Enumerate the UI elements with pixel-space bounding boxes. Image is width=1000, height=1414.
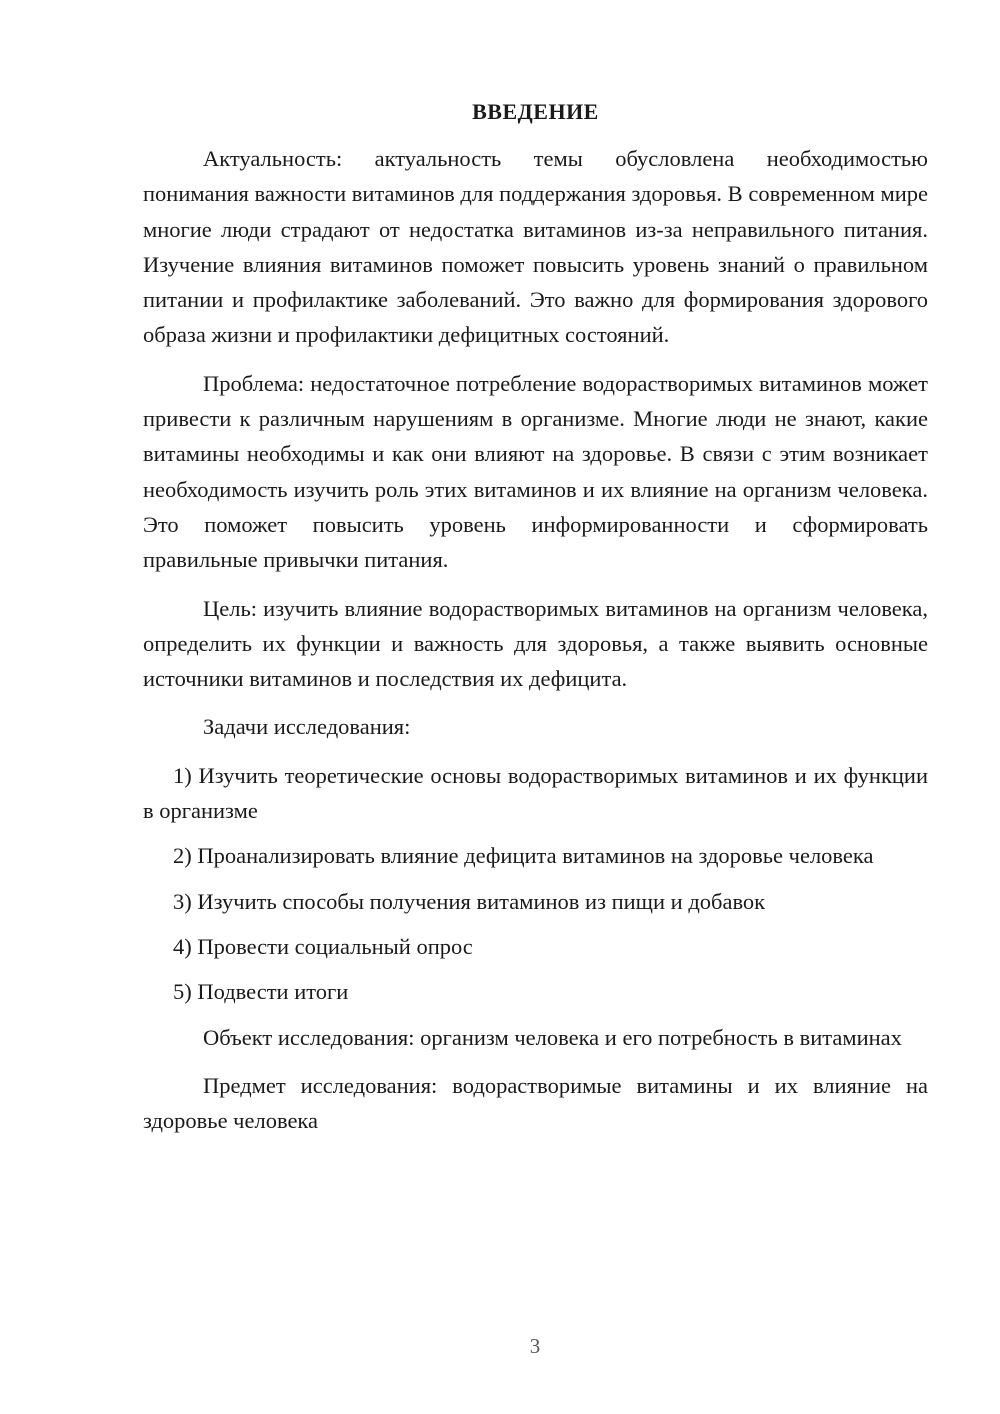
task-item-4: 4) Провести социальный опрос [173, 933, 473, 959]
tasks-heading: Задачи исследования: [203, 714, 411, 740]
research-object-paragraph: Объект исследования: организм человека и его потребность в витаминах [203, 1024, 902, 1050]
research-subject-paragraph: Предмет исследования: водорастворимые витамины и их влияние на здоровье человека [143, 1072, 928, 1134]
task-item-5: 5) Подвести итоги [173, 979, 349, 1005]
section-heading: ВВЕДЕНИЕ [472, 99, 599, 124]
task-item-3: 3) Изучить способы получения витаминов из пищи и добавок [173, 888, 766, 914]
page-number: 3 [529, 1334, 541, 1358]
goal-paragraph: Цель: изучить влияние водорастворимых витаминов на организм человека, определить их функции и важность для здоровья, а также выявить основные источники витаминов и последствия их дефицита. [143, 595, 928, 692]
document-body [143, 141, 928, 1151]
problem-paragraph: Проблема: недостаточное потребление водорастворимых витаминов может привести к различным нарушениям в организме. Многие люди не знают, какие витамины необходимы и как они влияют на здоровье. В связи с этим возникает необходимость изучить роль этих витаминов и их влияние на организм человека. Это поможет повысить уровень информированности и сформировать правильные привычки питания. [143, 370, 928, 573]
task-item-2: 2) Проанализировать влияние дефицита витаминов на здоровье человека [173, 843, 874, 869]
task-item-1: 1) Изучить теоретические основы водорастворимых витаминов и их функции в организме [143, 762, 928, 824]
relevance-paragraph: Актуальность: актуальность темы обусловлена необходимостью понимания важности витаминов для поддержания здоровья. В современном мире многие люди страдают от недостатка витаминов из-за неправильного питания. Изучение влияния витаминов поможет повысить уровень знаний о правильном питании и профилактике заболеваний. Это важно для формирования здорового образа жизни и профилактики дефицитных состояний. [143, 146, 928, 348]
